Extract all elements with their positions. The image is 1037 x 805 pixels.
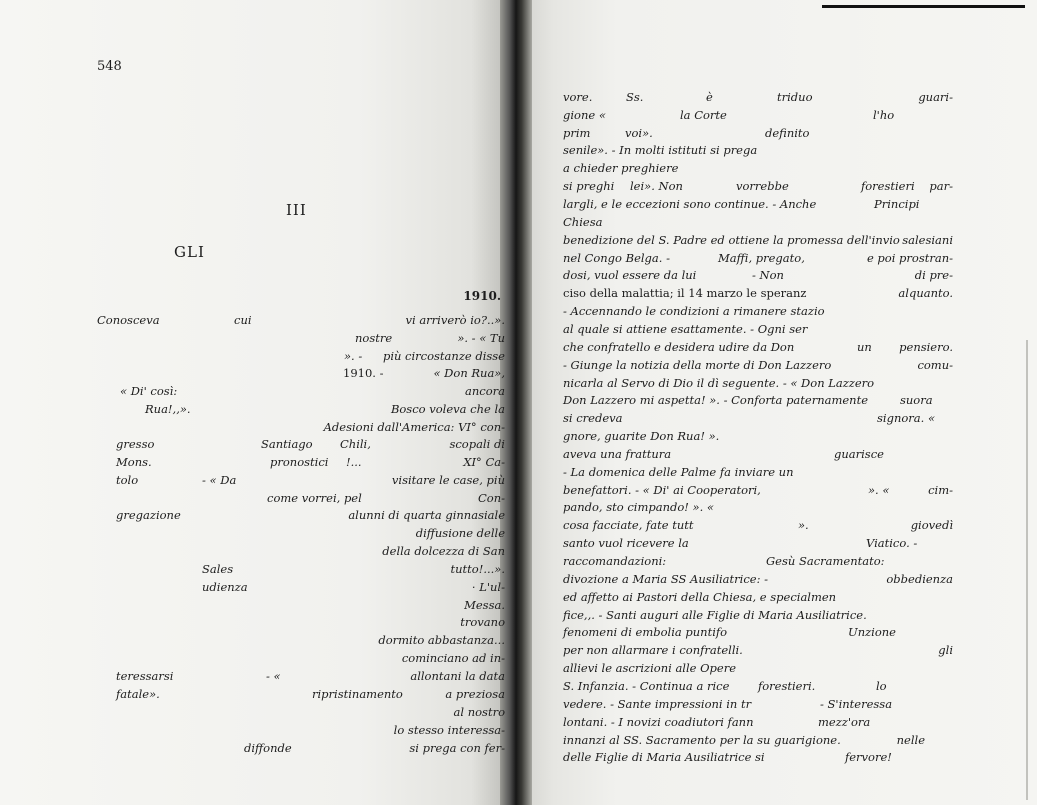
left-text-l25b: si prega con fer- [409,741,505,755]
left-text-l10b: - « Da [202,473,237,487]
left-text-l22b: ripristinamento [312,687,403,701]
right-text-r7b: Principi [874,197,920,211]
left-text-l25a: diffonde [244,741,292,755]
year-heading: 1910. [463,289,501,303]
right-text-r8a: Chiesa [563,215,603,229]
right-text-r25a: cosa facciate, fate tutt [563,518,694,532]
left-text-l7a: Adesioni dall'America: VI° con- [323,420,505,434]
right-text-r6d: forestieri [861,179,915,193]
page-number: 548 [97,59,122,74]
right-text-r31b: Unzione [848,625,896,639]
left-text-l6b: Bosco voleva che la [390,402,505,416]
right-text-r31a: fenomeni di embolia puntifo [563,625,728,639]
top-rule [822,5,1025,8]
left-text-l13a: diffusione delle [415,526,505,540]
left-text-l23a: al nostro [453,705,505,719]
left-text-l6a: Rua!,,». [145,402,191,416]
right-text-r13a: - Accennando le condizioni a rimanere stazio [563,304,825,318]
left-text-l9d: XI° Ca- [463,455,505,469]
left-text-l10a: tolo [116,473,139,487]
right-text-r18b: suora [900,393,933,407]
left-text-l21c: allontani la data [410,669,505,683]
left-text-l2a: nostre [355,331,393,345]
right-text-r6c: vorrebbe [736,179,789,193]
right-text-r25b: ». [798,518,809,532]
right-text-r3c: definito [765,126,810,140]
left-text-l4a: 1910. - [343,366,384,380]
right-text-r18a: Don Lazzero mi aspetta! ». - Conforta paternamente [563,393,869,407]
right-text-r10c: e poi prostran- [866,251,953,265]
left-text-l11b: Con- [477,491,505,505]
right-text-r2c: l'ho [873,108,895,122]
right-text-r15a: che confratello e desidera udire da Don [563,340,795,354]
right-text-r21b: guarisce [834,447,884,461]
left-text-l4b: « Don Rua», [433,366,505,380]
right-text-r24a: pando, sto cimpando! ». « [563,500,714,514]
right-text-r6b: lei». Non [630,179,683,193]
right-text-r34c: lo [876,679,887,693]
right-text-r9a: benedizione del S. Padre ed ottiene la promessa dell'invio [563,233,900,247]
right-text-r12a: ciso della malattia; il 14 marzo le speranz [563,286,807,300]
left-text-l9b: pronostici [270,455,329,469]
left-text-l8d: scopali di [449,437,505,451]
right-text-r10b: Maffi, pregato, [718,251,805,265]
left-text-l3a: ». - [344,349,363,363]
right-text-r33a: allievi le ascrizioni alle Opere [563,661,737,675]
right-text-r37b: nelle [896,733,925,747]
left-text-l11a: come vorrei, pel [267,491,362,505]
right-text-r6e: par- [929,179,953,193]
right-text-r1d: triduo [777,90,813,104]
left-text-l1b: cui [234,313,252,327]
right-text-r30a: fice,,. - Santi auguri alle Figlie di Maria Ausiliatrice. [563,608,867,622]
right-text-r22a: - La domenica delle Palme fa inviare un [563,465,794,479]
left-text-l3b: più circostanze disse [382,349,505,363]
right-text-r27a: raccomandazioni: [563,554,667,568]
left-text-l8b: Santiago [261,437,313,451]
left-text-l12a: gregazione [116,508,181,522]
right-text-r25c: giovedì [910,518,953,532]
left-text-l12b: alunni di quarta ginnasiale [348,508,505,522]
right-text-r19a: si credeva [563,411,623,425]
right-text-r34b: forestieri. [758,679,816,693]
left-text-l18a: trovano [460,615,505,629]
left-text-l24a: lo stesso interessa- [393,723,505,737]
left-text-l9c: !... [346,455,362,469]
right-text-r23a: benefattori. - « Di' ai Cooperatori, [563,483,761,497]
right-text-r23c: cim- [928,483,953,497]
right-text-r1e: guari- [918,90,953,104]
right-text-r2a: gione « [563,108,606,122]
left-text-l15a: Sales [202,562,234,576]
right-text-r35a: vedere. - Sante impressioni in tr [563,697,752,711]
right-text-r32a: per non allarmare i confratelli. [563,643,743,657]
right-text-r3b: voi». [625,126,653,140]
right-text-r14a: al quale si attiene esattamente. - Ogni ser [563,322,808,336]
right-text-r2b: la Corte [680,108,727,122]
left-text-l20a: cominciano ad in- [401,651,505,665]
right-text-r16b: comu- [917,358,953,372]
left-text-l8c: Chili, [340,437,371,451]
left-text-l1a: Conosceva [97,313,160,327]
left-text-l15b: tutto!...». [450,562,505,576]
left-text-l16b: · L'ul- [471,580,505,594]
left-text-l17a: Messa. [464,598,505,612]
right-text-r38b: fervore! [845,750,892,764]
right-text-r1c: è [706,90,713,104]
left-text-l14a: della dolcezza di San [382,544,505,558]
left-text-l22a: fatale». [116,687,160,701]
left-text-l16a: udienza [202,580,248,594]
left-text-l19a: dormito abbastanza... [378,633,505,647]
right-text-r9b: salesiani [902,233,953,247]
right-text-r15c: pensiero. [899,340,953,354]
right-text-r34a: S. Infanzia. - Continua a rice [563,679,730,693]
right-text-r27b: Gesù Sacramentato: [766,554,885,568]
right-text-r36a: lontani. - I novizi coadiutori fann [563,715,754,729]
right-text-r38a: delle Figlie di Maria Ausiliatrice si [563,750,765,764]
right-text-r16a: - Giunge la notizia della morte di Don Lazzero [563,358,832,372]
left-text-l2b: ». - « Tu [457,331,505,345]
chapter-numeral: III [286,201,307,219]
right-text-r23b: ». « [868,483,890,497]
right-text-r1a: vore. [563,90,593,104]
left-text-l8a: gresso [116,437,155,451]
right-text-r11b: - Non [752,268,784,282]
right-text-r10a: nel Congo Belga. - [563,251,670,265]
left-text-l21b: - « [266,669,281,683]
left-text-l5b: ancora [465,384,505,398]
right-text-r11c: di pre- [914,268,953,282]
left-text-l9a: Mons. [116,455,152,469]
right-text-r28b: obbedienza [886,572,953,586]
right-text-r11a: dosi, vuol essere da lui [563,268,697,282]
right-text-r37a: innanzi al SS. Sacramento per la su guarigione. [563,733,841,747]
right-text-r5a: a chieder preghiere [563,161,679,175]
right-text-r17a: nicarla al Servo di Dio il dì seguente. - « Don Lazzero [563,376,875,390]
right-text-r4a: senile». - In molti istituti si prega [563,143,758,157]
right-text-r15b: un [857,340,872,354]
right-text-r7a: largli, e le eccezioni sono continue. - Anche [563,197,817,211]
right-text-r26a: santo vuol ricevere la [563,536,689,550]
right-text-r32b: gli [938,643,953,657]
right-text-r21a: aveva una frattura [563,447,672,461]
left-text-l5a: « Di' così: [120,384,178,398]
right-text-r20a: gnore, guarite Don Rua! ». [563,429,720,443]
page-edge [1026,340,1028,800]
right-text-r12b: alquanto. [898,286,953,300]
left-text-l22c: a preziosa [445,687,505,701]
right-text-r35b: - S'interessa [820,697,893,711]
left-text-l21a: teressarsi [116,669,174,683]
right-text-r6a: si preghi [563,179,615,193]
right-text-r29a: ed affetto ai Pastori della Chiesa, e specialmen [563,590,837,604]
right-text-r36b: mezz'ora [818,715,871,729]
left-text-l10c: visitare le case, più [391,473,505,487]
right-text-r28a: divozione a Maria SS Ausiliatrice: - [563,572,768,586]
chapter-title: GLI [174,243,205,261]
right-text-r19b: signora. « [877,411,935,425]
right-text-r26b: Viatico. - [866,536,918,550]
left-text-l1c: vi arriverò io?..». [405,313,505,327]
right-text-r1b: Ss. [626,90,644,104]
right-text-r3a: prim [563,126,591,140]
